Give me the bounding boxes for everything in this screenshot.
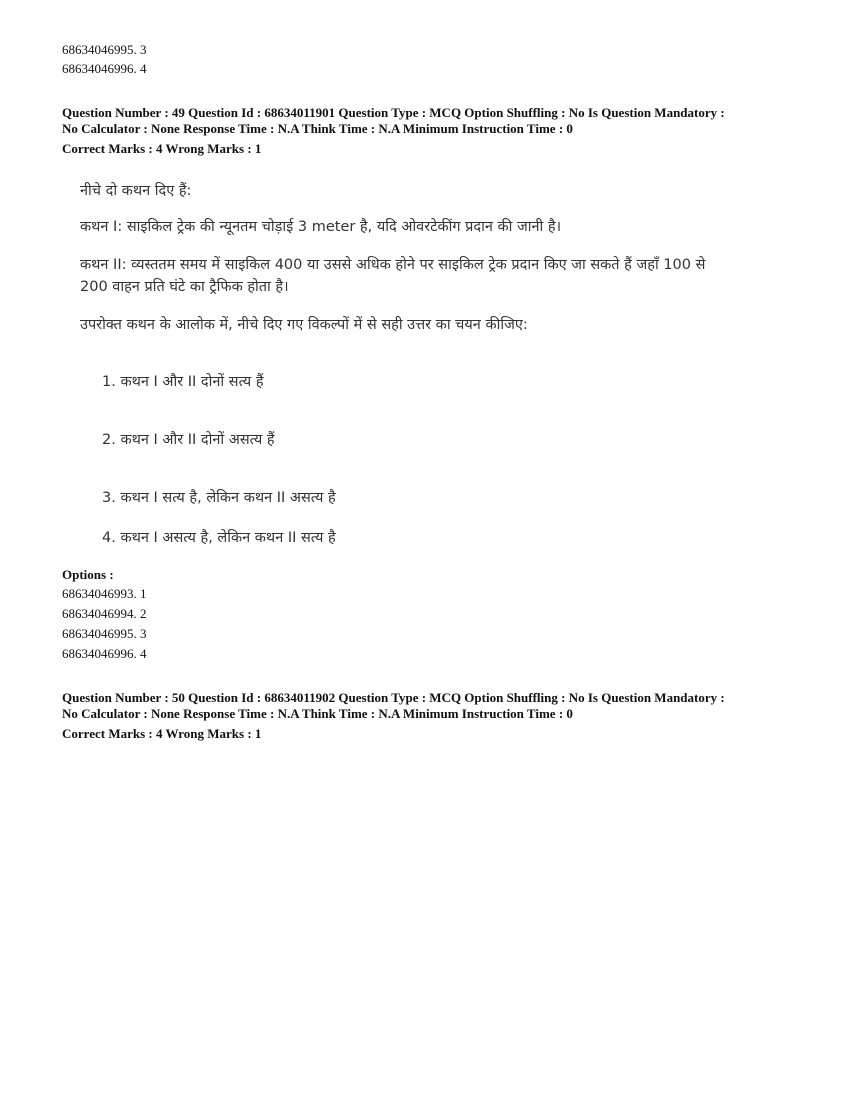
question-49-marks: Correct Marks : 4 Wrong Marks : 1 <box>62 141 262 156</box>
option-item: 68634046995. 3 <box>62 626 147 641</box>
question-49-choice-3: 3. कथन I सत्य है, लेकिन कथन II असत्य है <box>102 490 336 506</box>
question-49-options-label: Options : <box>62 567 114 582</box>
question-49-choice-4: 4. कथन I असत्य है, लेकिन कथन II सत्य है <box>102 530 336 546</box>
question-49-instruction: उपरोक्त कथन के आलोक में, नीचे दिए गए विकल्पों में से सही उत्तर का चयन कीजिए: <box>80 317 528 333</box>
question-50-marks: Correct Marks : 4 Wrong Marks : 1 <box>62 726 262 741</box>
question-49-choice-1: 1. कथन I और II दोनों सत्य हैं <box>102 374 264 390</box>
question-50-meta-line-1: Question Number : 50 Question Id : 68634011902 Question Type : MCQ Option Shuffling : No Is Question Mandatory : <box>62 690 725 705</box>
question-49-statement-2-line-2: 200 वाहन प्रति घंटे का ट्रैफिक होता है। <box>80 279 289 295</box>
question-49-meta-line-2: No Calculator : None Response Time : N.A Think Time : N.A Minimum Instruction Time : 0 <box>62 121 573 136</box>
option-item: 68634046996. 4 <box>62 61 147 76</box>
question-50-meta-line-2: No Calculator : None Response Time : N.A Think Time : N.A Minimum Instruction Time : 0 <box>62 706 573 721</box>
option-item: 68634046995. 3 <box>62 42 147 57</box>
option-item: 68634046994. 2 <box>62 606 147 621</box>
question-49-statement-1: कथन I: साइकिल ट्रेक की न्यूनतम चोड़ाई 3 meter है, यदि ओवरटेकींग प्रदान की जानी है। <box>80 219 562 235</box>
question-49-meta-line-1: Question Number : 49 Question Id : 68634011901 Question Type : MCQ Option Shuffling : No Is Question Mandatory : <box>62 105 725 120</box>
option-item: 68634046993. 1 <box>62 586 147 601</box>
question-49-choice-2: 2. कथन I और II दोनों असत्य हैं <box>102 432 275 448</box>
option-item: 68634046996. 4 <box>62 646 147 661</box>
question-49-statement-2-line-1: कथन II: व्यस्ततम समय में साइकिल 400 या उससे अधिक होने पर साइकिल ट्रेक प्रदान किए जा सकते हैं जहाँ 100 से <box>80 257 706 273</box>
question-49-stem-intro: नीचे दो कथन दिए हैं: <box>80 183 192 199</box>
